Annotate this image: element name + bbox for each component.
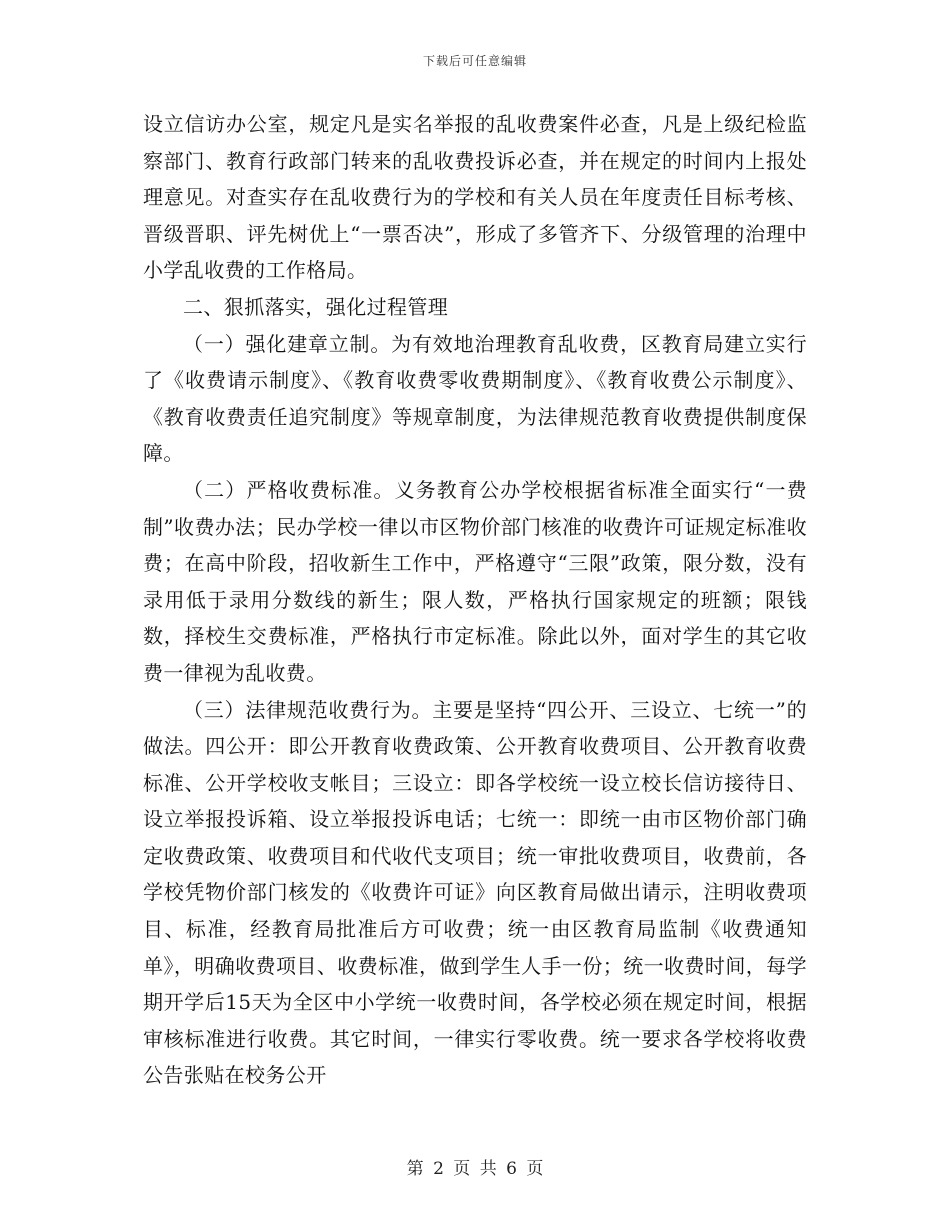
document-body [143, 106, 807, 1094]
paragraph-subsection-1: （一）强化建章立制。为有效地治理教育乱收费，区教育局建立实行了《收费请示制度》、《教育收费零收费期制度》、《教育收费公示制度》、《教育收费责任追究制度》等规章制度，为法律规范教育收费提供制度保障。 [143, 331, 807, 466]
paragraph-subsection-3: （三）法律规范收费行为。主要是坚持“四公开、三设立、七统一”的做法。四公开：即公开教育收费政策、公开教育收费项目、公开教育收费标准、公开学校收支帐目；三设立：即各学校统一设立校长信访接待日、设立举报投诉箱、设立举报投诉电话；七统一：即统一由市区物价部门确定收费政策、收费项目和代收代支项目；统一审批收费项目，收费前，各学校凭物价部门核发的《收费许可证》向区教育局做出请示，注明收费项目、标准，经教育局批准后方可收费；统一由区教育局监制《收费通知单》，明确收费项目、收费标准，做到学生人手一份；统一收费时间，每学期开学后15天为全区中小学统一收费时间，各学校必须在规定时间，根据审核标准进行收费。其它时间，一律实行零收费。统一要求各学校将收费公告张贴在校务公开 [143, 697, 807, 1088]
paragraph-subsection-2: （二）严格收费标准。义务教育公办学校根据省标准全面实行“一费制”收费办法；民办学校一律以市区物价部门核准的收费许可证规定标准收费；在高中阶段，招收新生工作中，严格遵守“三限”政策，限分数，没有录用低于录用分数线的新生；限人数，严格执行国家规定的班额；限钱数，择校生交费标准，严格执行市定标准。除此以外，面对学生的其它收费一律视为乱收费。 [143, 477, 807, 685]
paragraph-1: 设立信访办公室，规定凡是实名举报的乱收费案件必查，凡是上级纪检监察部门、教育行政部门转来的乱收费投诉必查，并在规定的时间内上报处理意见。对查实存在乱收费行为的学校和有关人员在年度责任目标考核、晋级晋职、评先树优上“一票否决”，形成了多管齐下、分级管理的治理中小学乱收费的工作格局。 [143, 112, 807, 283]
section-heading-2: 二、狠抓落实，强化过程管理 [183, 294, 449, 319]
page-header: 下载后可任意编辑 [422, 54, 527, 68]
page-footer: 第 2 页 共 6 页 [406, 1159, 544, 1179]
